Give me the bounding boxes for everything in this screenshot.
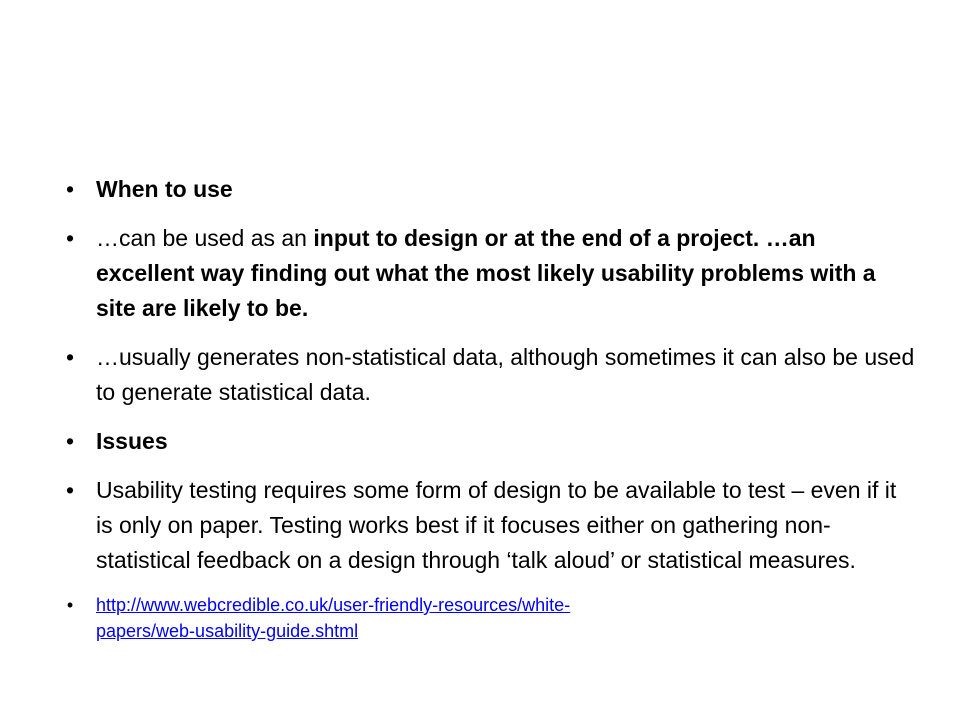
reference-link-line-1: http://www.webcredible.co.uk/user-friendly-resources/white- (96, 595, 571, 615)
bullet-text-prefix: …can be used as an (96, 225, 314, 251)
bullet-icon: • (65, 477, 75, 503)
bullet-list (56, 172, 916, 658)
bullet-icon: • (66, 595, 74, 615)
heading-issues: Issues (96, 428, 168, 454)
bullet-issues (56, 424, 916, 459)
bullet-text-bold-phrase: input to design or at the end of a project. (313, 225, 760, 251)
bullet-text: Usability testing requires some form of design to be available to test – even if it is only on paper. Testing works best if it focuses either on gathering non-statistical feedback on a design through ‘talk aloud’ or statistical measures. (96, 477, 897, 573)
reference-link[interactable] (96, 595, 570, 641)
bullet-icon: • (65, 176, 75, 202)
bullet-icon: • (65, 428, 75, 454)
bullet-text: …usually generates non-statistical data, although sometimes it can also be used to generate statistical data. (96, 344, 915, 405)
bullet-data-type (56, 340, 916, 410)
bullet-usability-testing (56, 473, 916, 578)
heading-when-to-use: When to use (96, 176, 233, 202)
bullet-input-to-design (56, 221, 916, 326)
bullet-icon: • (65, 344, 75, 370)
reference-link-line-2: papers/web-usability-guide.shtml (96, 621, 359, 641)
bullet-icon: • (65, 225, 75, 251)
bullet-reference-link (56, 592, 916, 644)
bullet-text-bold-sentence: …an excellent way finding out what the most likely usability problems with a site are likely to be. (96, 225, 876, 321)
bullet-when-to-use (56, 172, 916, 207)
